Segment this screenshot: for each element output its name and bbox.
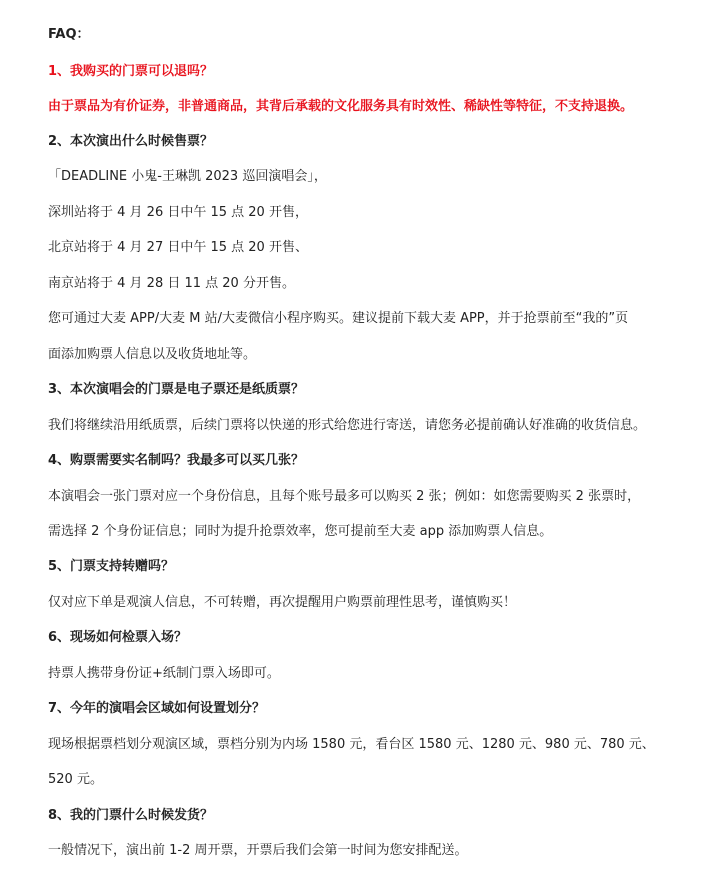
faq-answer-2-line-4: 南京站将于 4 月 28 日 11 点 20 分开售。: [48, 276, 295, 291]
faq-answer-7-line-1: 现场根据票档划分观演区域，票档分别为内场 1580 元，看台区 1580 元、1280 元、980 元、780 元、: [48, 737, 655, 752]
faq-question-4: 4、购票需要实名制吗？我最多可以买几张？: [48, 453, 305, 468]
faq-answer-2-line-6: 面添加购票人信息以及收货地址等。: [48, 347, 257, 362]
faq-question-5: 5、门票支持转赠吗？: [48, 559, 175, 574]
faq-answer-7-line-2: 520 元。: [48, 772, 103, 787]
faq-answer-2-line-5: 您可通过大麦 APP/大麦 M 站/大麦微信小程序购买。建议提前下载大麦 APP，并于抢票前至“我的”页: [48, 311, 629, 326]
faq-answer-8-line-1: 一般情况下，演出前 1-2 周开票，开票后我们会第一时间为您安排配送。: [48, 843, 468, 858]
faq-answer-3-line-1: 我们将继续沿用纸质票，后续门票将以快递的形式给您进行寄送，请您务必提前确认好准确的收货信息。: [48, 418, 647, 433]
faq-answer-4-line-2: 需选择 2 个身份证信息；同时为提升抢票效率，您可提前至大麦 app 添加购票人信息。: [48, 524, 553, 539]
faq-title: FAQ：: [48, 27, 90, 42]
faq-answer-2-line-1: 「DEADLINE 小鬼-王琳凯 2023 巡回演唱会」，: [48, 169, 327, 184]
faq-question-3: 3、本次演唱会的门票是电子票还是纸质票？: [48, 382, 305, 397]
faq-question-6: 6、现场如何检票入场？: [48, 630, 188, 645]
faq-answer-6-line-1: 持票人携带身份证+纸制门票入场即可。: [48, 666, 280, 681]
faq-question-1: 1、我购买的门票可以退吗？: [48, 64, 214, 79]
faq-question-2: 2、本次演出什么时候售票？: [48, 134, 214, 149]
faq-answer-5-line-1: 仅对应下单是观演人信息，不可转赠，再次提醒用户购票前理性思考，谨慎购买！: [48, 595, 517, 610]
faq-question-7: 7、今年的演唱会区域如何设置划分？: [48, 701, 266, 716]
faq-answer-2-line-3: 北京站将于 4 月 27 日中午 15 点 20 开售、: [48, 240, 308, 255]
faq-question-8: 8、我的门票什么时候发货？: [48, 808, 214, 823]
faq-answer-1-line-1: 由于票品为有价证券，非普通商品，其背后承载的文化服务具有时效性、稀缺性等特征，不支持退换。: [48, 99, 634, 114]
faq-answer-4-line-1: 本演唱会一张门票对应一个身份信息，且每个账号最多可以购买 2 张；例如：如您需要购买 2 张票时，: [48, 489, 641, 504]
faq-answer-2-line-2: 深圳站将于 4 月 26 日中午 15 点 20 开售，: [48, 205, 308, 220]
